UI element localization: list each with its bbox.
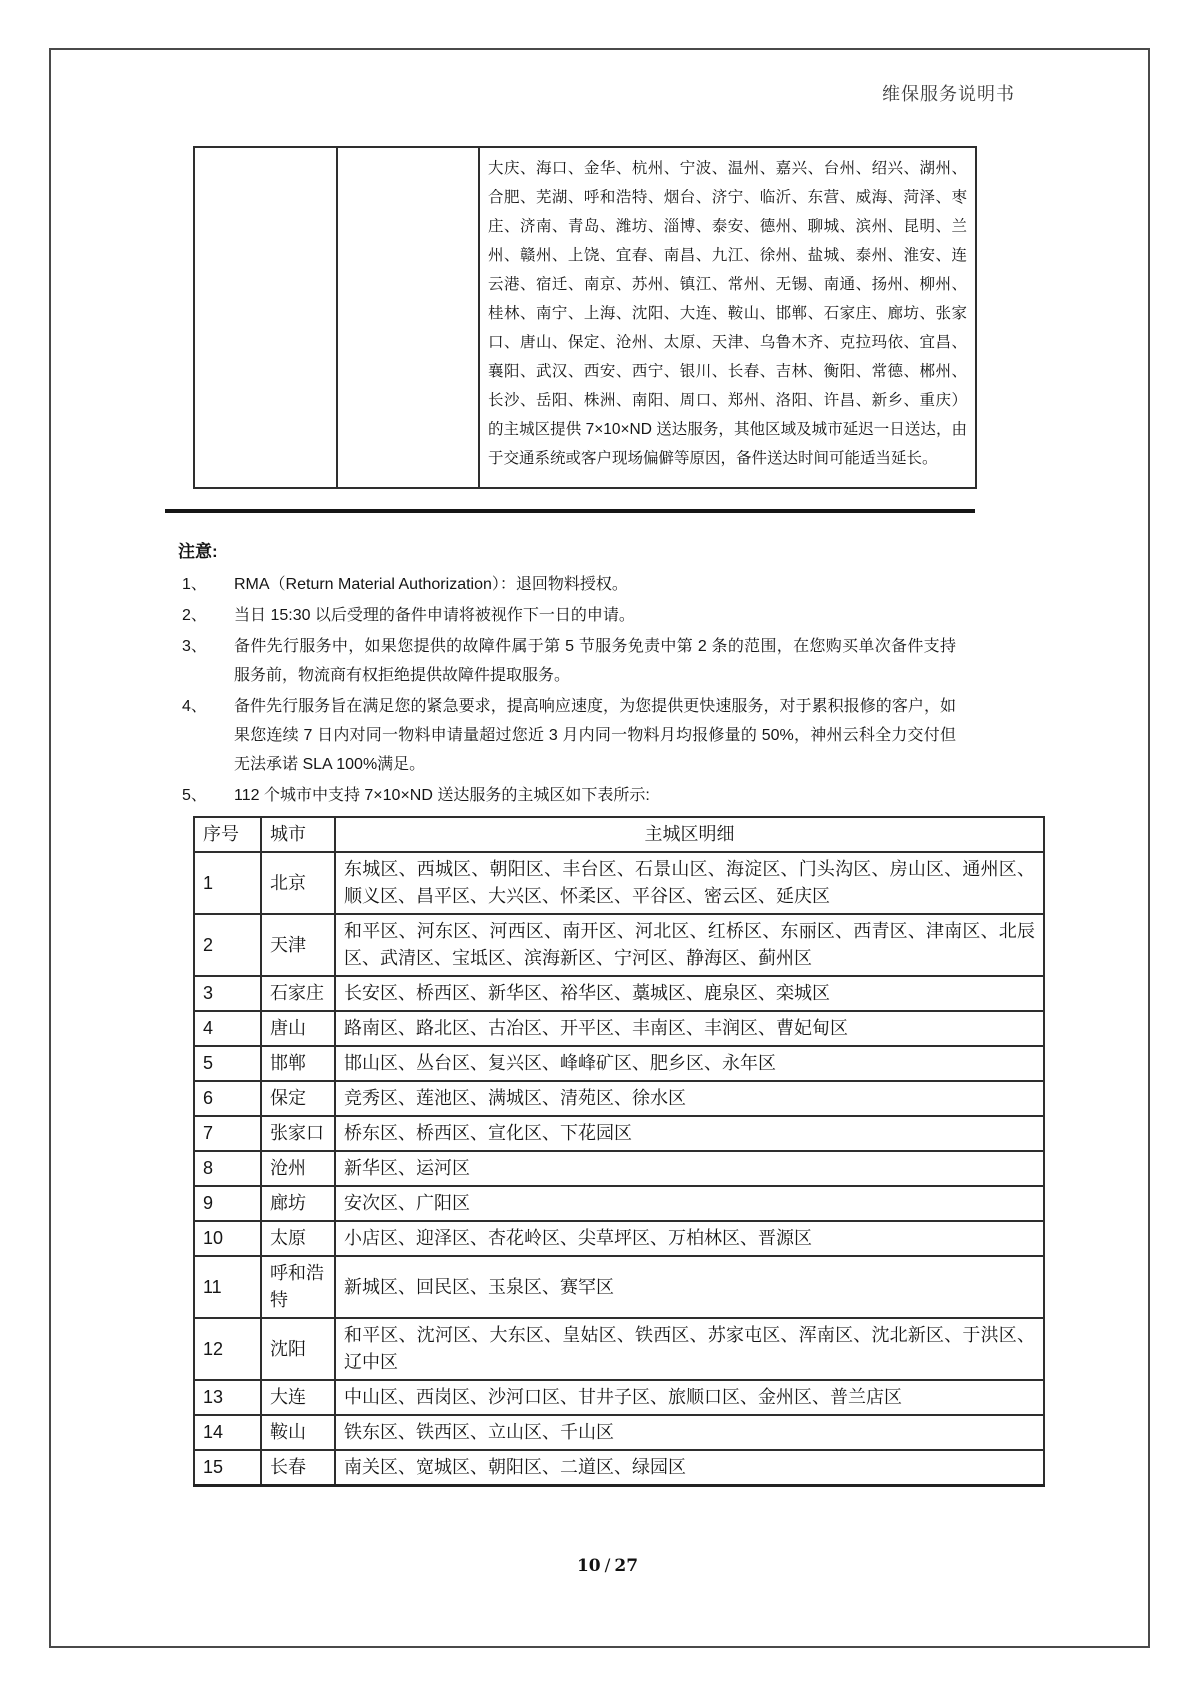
row-city: 张家口: [261, 1116, 335, 1151]
table-row: [194, 1318, 1044, 1380]
table-row: [194, 914, 1044, 976]
continuation-city-list: 大庆、海口、金华、杭州、宁波、温州、嘉兴、台州、绍兴、湖州、合肥、芜湖、呼和浩特、烟台、济宁、临沂、东营、威海、菏泽、枣庄、济南、青岛、潍坊、淄博、泰安、德州、聊城、滨州、昆明、兰州、赣州、上饶、宜春、南昌、九江、徐州、盐城、泰州、淮安、连云港、宿迁、南京、苏州、镇江、常州、无锡、南通、扬州、柳州、桂林、南宁、上海、沈阳、大连、鞍山、邯郸、石家庄、廊坊、张家口、唐山、保定、沧州、太原、天津、乌鲁木齐、克拉玛依、宜昌、襄阳、武汉、西安、西宁、银川、长春、吉林、衡阳、常德、郴州、长沙、岳阳、株洲、南阳、周口、郑州、洛阳、许昌、新乡、重庆）的主城区提供 7×10×ND 送达服务，其他区域及城市延迟一日送达，由于交通系统或客户现场偏僻等原因，备件送达时间可能适当延长。: [479, 147, 976, 488]
table-row: [194, 1151, 1044, 1186]
row-number: 6: [194, 1081, 261, 1116]
row-city: 唐山: [261, 1011, 335, 1046]
row-number: 14: [194, 1415, 261, 1450]
row-districts: 邯山区、丛台区、复兴区、峰峰矿区、肥乡区、永年区: [335, 1046, 1044, 1081]
continuation-cell-2: [337, 147, 479, 488]
table-row: [194, 976, 1044, 1011]
row-city: 保定: [261, 1081, 335, 1116]
footer-page-number: [165, 1556, 1050, 1576]
row-districts: 桥东区、桥西区、宣化区、下花园区: [335, 1116, 1044, 1151]
table-row: [194, 1256, 1044, 1318]
row-districts: 中山区、西岗区、沙河口区、甘井子区、旅顺口区、金州区、普兰店区: [335, 1380, 1044, 1415]
note-text: 备件先行服务旨在满足您的紧急要求，提高响应速度，为您提供更快速服务，对于累积报修的客户，如果您连续 7 日内对同一物料申请量超过您近 3 月内同一物料月均报修量的 50%，神州云科全力交付但无法承诺 SLA 100%满足。: [234, 698, 956, 773]
row-number: 9: [194, 1186, 261, 1221]
row-number: 10: [194, 1221, 261, 1256]
header-no: 序号: [194, 817, 261, 852]
row-number: 15: [194, 1450, 261, 1486]
note-number: 2、: [182, 607, 207, 624]
row-city: 太原: [261, 1221, 335, 1256]
row-number: 11: [194, 1256, 261, 1318]
table-row: [194, 1186, 1044, 1221]
document-header-title: 维保服务说明书: [882, 84, 1015, 105]
footer-current-page: 10: [576, 1556, 601, 1576]
row-districts: 新华区、运河区: [335, 1151, 1044, 1186]
note-text: 112 个城市中支持 7×10×ND 送达服务的主城区如下表所示:: [234, 787, 650, 804]
note-text: 备件先行服务中，如果您提供的故障件属于第 5 节服务免责中第 2 条的范围，在您购买单次备件支持服务前，物流商有权拒绝提供故障件提取服务。: [234, 638, 956, 684]
row-districts: 南关区、宽城区、朝阳区、二道区、绿园区: [335, 1450, 1044, 1486]
continuation-table: [193, 146, 977, 489]
row-city: 大连: [261, 1380, 335, 1415]
row-number: 13: [194, 1380, 261, 1415]
row-city: 沧州: [261, 1151, 335, 1186]
row-city: 石家庄: [261, 976, 335, 1011]
table-row: [194, 852, 1044, 914]
row-districts: 路南区、路北区、古冶区、开平区、丰南区、丰润区、曹妃甸区: [335, 1011, 1044, 1046]
note-text: 当日 15:30 以后受理的备件申请将被视作下一日的申请。: [234, 607, 635, 624]
row-number: 5: [194, 1046, 261, 1081]
header-city: 城市: [261, 817, 335, 852]
note-item: [165, 601, 1050, 630]
table-header-row: [194, 817, 1044, 852]
row-city: 沈阳: [261, 1318, 335, 1380]
note-number: 3、: [182, 638, 207, 655]
continuation-row: [194, 147, 976, 488]
note-item: [165, 570, 1050, 599]
row-number: 1: [194, 852, 261, 914]
row-districts: 和平区、沈河区、大东区、皇姑区、铁西区、苏家屯区、浑南区、沈北新区、于洪区、辽中区: [335, 1318, 1044, 1380]
table-row: [194, 1415, 1044, 1450]
table-row: [194, 1081, 1044, 1116]
notes-heading: 注意:: [178, 542, 218, 561]
row-city: 鞍山: [261, 1415, 335, 1450]
row-districts: 东城区、西城区、朝阳区、丰台区、石景山区、海淀区、门头沟区、房山区、通州区、顺义区、昌平区、大兴区、怀柔区、平谷区、密云区、延庆区: [335, 852, 1044, 914]
row-number: 12: [194, 1318, 261, 1380]
table-row: [194, 1380, 1044, 1415]
table-row: [194, 1011, 1044, 1046]
table-row: [194, 1450, 1044, 1486]
row-city: 长春: [261, 1450, 335, 1486]
note-number: 4、: [182, 698, 207, 715]
row-city: 邯郸: [261, 1046, 335, 1081]
row-number: 7: [194, 1116, 261, 1151]
page-content: [165, 146, 1050, 1487]
row-districts: 安次区、广阳区: [335, 1186, 1044, 1221]
row-districts: 小店区、迎泽区、杏花岭区、尖草坪区、万柏林区、晋源区: [335, 1221, 1044, 1256]
footer-total-pages: 27: [614, 1556, 639, 1576]
note-item: [165, 781, 1050, 810]
city-districts-table: [193, 816, 1045, 1487]
note-item: [165, 692, 1050, 779]
footer-separator: /: [604, 1556, 611, 1576]
row-districts: 竞秀区、莲池区、满城区、清苑区、徐水区: [335, 1081, 1044, 1116]
section-divider: [165, 509, 975, 513]
row-number: 8: [194, 1151, 261, 1186]
note-number: 1、: [182, 576, 207, 593]
row-districts: 铁东区、铁西区、立山区、千山区: [335, 1415, 1044, 1450]
row-districts: 和平区、河东区、河西区、南开区、河北区、红桥区、东丽区、西青区、津南区、北辰区、武清区、宝坻区、滨海新区、宁河区、静海区、蓟州区: [335, 914, 1044, 976]
row-districts: 长安区、桥西区、新华区、裕华区、藁城区、鹿泉区、栾城区: [335, 976, 1044, 1011]
row-city: 北京: [261, 852, 335, 914]
row-city: 廊坊: [261, 1186, 335, 1221]
table-row: [194, 1116, 1044, 1151]
row-number: 4: [194, 1011, 261, 1046]
note-text: RMA（Return Material Authorization）：退回物料授权。: [234, 576, 628, 593]
row-number: 2: [194, 914, 261, 976]
header-districts: 主城区明细: [335, 817, 1044, 852]
table-row: [194, 1221, 1044, 1256]
row-districts: 新城区、回民区、玉泉区、赛罕区: [335, 1256, 1044, 1318]
continuation-cell-1: [194, 147, 337, 488]
note-item: [165, 632, 1050, 690]
note-number: 5、: [182, 787, 207, 804]
row-city: 呼和浩特: [261, 1256, 335, 1318]
table-row: [194, 1046, 1044, 1081]
row-number: 3: [194, 976, 261, 1011]
row-city: 天津: [261, 914, 335, 976]
notes-list: [165, 570, 1050, 810]
